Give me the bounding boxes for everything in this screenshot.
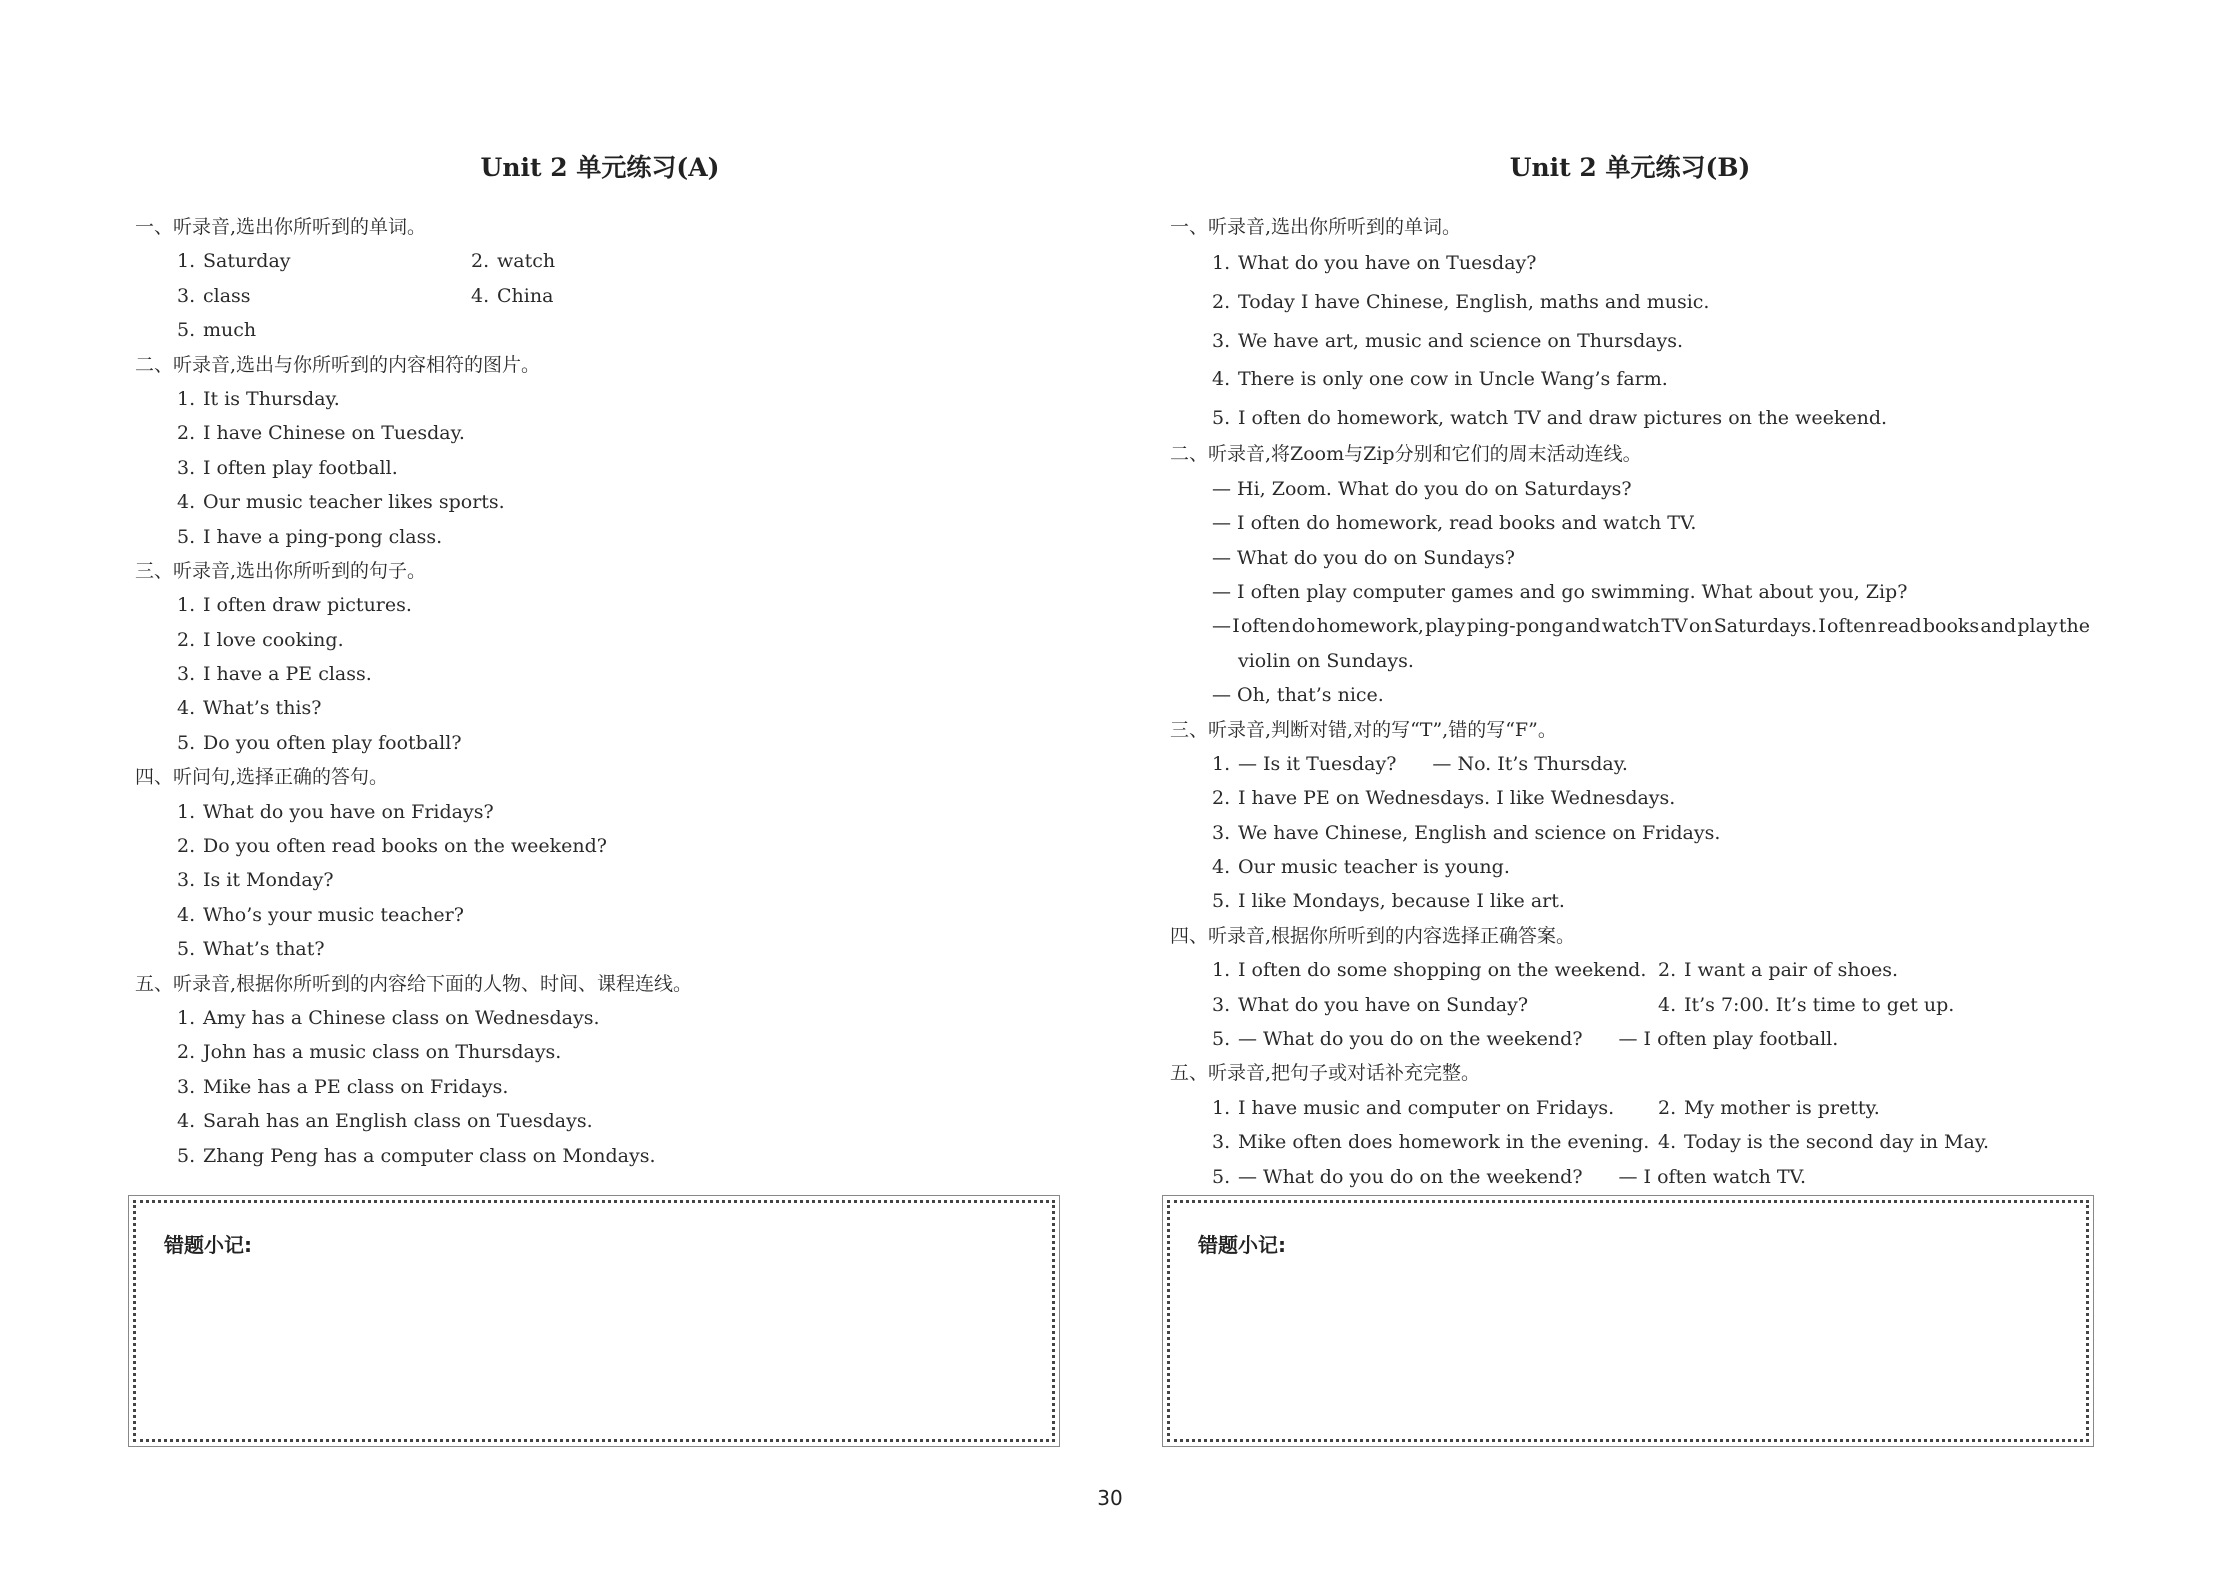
a-s1-item: 2. watch [471, 250, 556, 273]
a-s1-item: 1. Saturday [177, 250, 291, 273]
a-s5-item: 1. Amy has a Chinese class on Wednesdays. [177, 1006, 600, 1029]
b-s5-item: 2. My mother is pretty. [1658, 1096, 1880, 1119]
b-section-4-heading: 四、听录音,根据你所听到的内容选择正确答案。 [1170, 924, 1576, 947]
a-s1-row [135, 279, 1065, 313]
unit-a-content [135, 210, 1065, 1173]
b-s2-continuation: violin on Sundays. [1238, 649, 1414, 672]
a-s5-item: 5. Zhang Peng has a computer class on Mondays. [177, 1144, 656, 1167]
a-s2-item: 5. I have a ping-pong class. [177, 525, 443, 548]
b-s5-item: 3. Mike often does homework in the evening. [1212, 1131, 1650, 1154]
a-s4-item: 4. Who’s your music teacher? [177, 903, 464, 926]
a-section-4-heading: 四、听问句,选择正确的答句。 [135, 766, 389, 789]
b-s4-item: 5. — What do you do on the weekend? — I often play football. [1212, 1028, 1839, 1051]
b-s5-item: 5. — What do you do on the weekend? — I often watch TV. [1212, 1165, 1806, 1188]
b-s3-item: 2. I have PE on Wednesdays. I like Wednesdays. [1212, 787, 1676, 810]
a-s5-item: 3. Mike has a PE class on Fridays. [177, 1075, 509, 1098]
b-s2-justified-line: — I often do homework, play ping-pong and watch TV on Saturdays. I often read books and play the [1212, 615, 2090, 638]
a-s4-item: 1. What do you have on Fridays? [177, 800, 494, 823]
b-s3-item: 5. I like Mondays, because I like art. [1212, 890, 1565, 913]
b-s3-item: 1. — Is it Tuesday? — No. It’s Thursday. [1212, 752, 1628, 775]
unit-b-content [1170, 210, 2090, 1194]
a-section-3-heading: 三、听录音,选出你所听到的句子。 [135, 559, 427, 582]
b-s1-item: 3. We have art, music and science on Thursdays. [1212, 329, 1684, 352]
b-section-5-heading: 五、听录音,把句子或对话补充完整。 [1170, 1062, 1481, 1085]
a-mistake-notes-box [133, 1200, 1055, 1442]
a-s4-item: 5. What’s that? [177, 938, 325, 961]
b-s5-item: 4. Today is the second day in May. [1658, 1131, 1990, 1154]
b-s3-item: 3. We have Chinese, English and science on Fridays. [1212, 821, 1721, 844]
a-s3-item: 2. I love cooking. [177, 628, 344, 651]
b-s2-dialog-line: — Oh, that’s nice. [1212, 684, 1384, 707]
b-section-2-heading: 二、听录音,将Zoom与Zip分别和它们的周末活动连线。 [1170, 443, 1642, 466]
b-section-1-heading: 一、听录音,选出你所听到的单词。 [1170, 216, 1462, 238]
a-mistake-notes-label: 错题小记: [164, 1233, 252, 1257]
b-section-3-heading: 三、听录音,判断对错,对的写“T”,错的写“F”。 [1170, 718, 1557, 741]
b-s1-item: 1. What do you have on Tuesday? [1212, 252, 1537, 275]
b-s4-item: 1. I often do some shopping on the weekend. [1212, 959, 1647, 982]
b-s1-item: 5. I often do homework, watch TV and draw pictures on the weekend. [1212, 406, 1888, 429]
a-s3-item: 3. I have a PE class. [177, 663, 372, 686]
a-s1-item: 4. China [471, 284, 554, 307]
b-mistake-notes-label: 错题小记: [1198, 1233, 1286, 1257]
a-s3-item: 1. I often draw pictures. [177, 594, 412, 617]
a-s1-row [135, 244, 1065, 278]
b-s5-item: 1. I have music and computer on Fridays. [1212, 1096, 1615, 1119]
a-s2-item: 4. Our music teacher likes sports. [177, 491, 505, 514]
page-number: 30 [1097, 1486, 1123, 1510]
unit-a-title: Unit 2 单元练习(A) [480, 153, 720, 182]
unit-b-title: Unit 2 单元练习(B) [1509, 153, 1751, 182]
b-s2-dialog-line: — What do you do on Sundays? [1212, 546, 1515, 569]
b-s5-row [1170, 1125, 2090, 1159]
a-s4-item: 2. Do you often read books on the weekend? [177, 835, 607, 858]
a-s2-item: 2. I have Chinese on Tuesday. [177, 422, 465, 445]
a-s3-item: 4. What’s this? [177, 697, 322, 720]
a-s4-item: 3. Is it Monday? [177, 869, 334, 892]
b-mistake-notes-box [1167, 1200, 2089, 1442]
a-s3-item: 5. Do you often play football? [177, 731, 462, 754]
b-s4-row [1170, 988, 2090, 1022]
b-s2-dialog-line: — Hi, Zoom. What do you do on Saturdays? [1212, 477, 1632, 500]
a-s1-item: 3. class [177, 284, 251, 307]
b-s1-item: 4. There is only one cow in Uncle Wang’s farm. [1212, 368, 1668, 391]
b-s4-item: 3. What do you have on Sunday? [1212, 993, 1529, 1016]
a-s2-item: 3. I often play football. [177, 456, 398, 479]
a-s1-item: 5. much [177, 319, 257, 342]
b-s1-item: 2. Today I have Chinese, English, maths and music. [1212, 290, 1710, 313]
b-s4-item: 4. It’s 7:00. It’s time to get up. [1658, 993, 1955, 1016]
a-section-5-heading: 五、听录音,根据你所听到的内容给下面的人物、时间、课程连线。 [135, 972, 693, 995]
a-s2-item: 1. It is Thursday. [177, 387, 340, 410]
b-s3-item: 4. Our music teacher is young. [1212, 856, 1510, 879]
a-section-1-heading: 一、听录音,选出你所听到的单词。 [135, 216, 427, 238]
b-s2-dialog-line: — I often play computer games and go swimming. What about you, Zip? [1212, 580, 1908, 603]
b-s4-row [1170, 953, 2090, 987]
a-s5-item: 4. Sarah has an English class on Tuesdays. [177, 1110, 593, 1133]
b-s2-dialog-line: — I often do homework, read books and watch TV. [1212, 512, 1697, 535]
b-s4-item: 2. I want a pair of shoes. [1658, 959, 1899, 982]
b-s5-row [1170, 1091, 2090, 1125]
b-s2-dialog-wrapped [1170, 609, 2090, 678]
a-s5-item: 2. John has a music class on Thursdays. [177, 1041, 562, 1064]
a-section-2-heading: 二、听录音,选出与你所听到的内容相符的图片。 [135, 353, 541, 376]
